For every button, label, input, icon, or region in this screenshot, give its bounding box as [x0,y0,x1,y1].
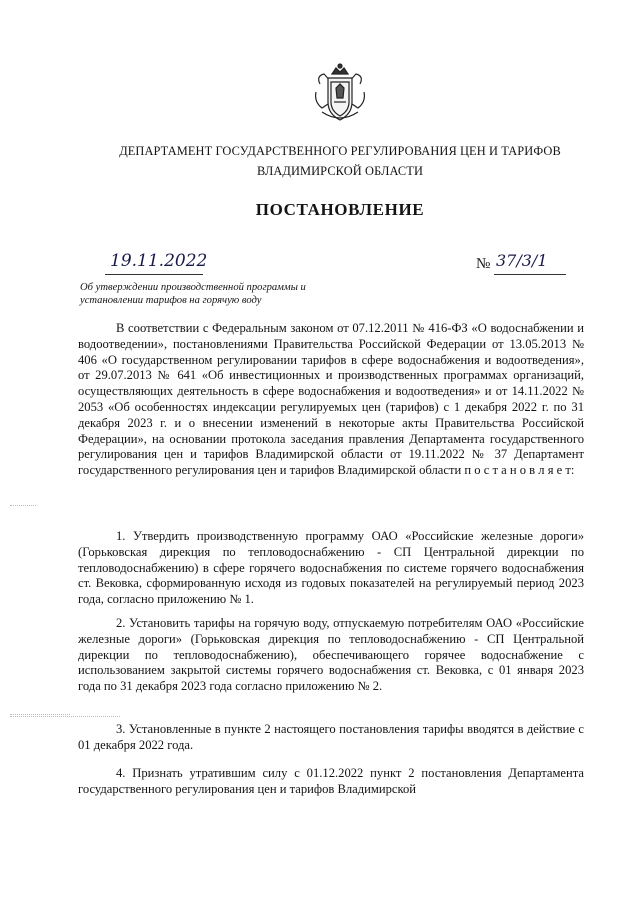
paragraph-item-2: 2. Установить тарифы на горячую воду, отпускаемую потребителям ОАО «Российские железные дороги» (Горьковская дирекция по тепловодоснабжению - СП Центральной дирекции по тепловодоснабжению), обеспечивающего горячее водоснабжение с использованием закрытой системы горячего водоснабжения ст. Вековка, с 01 января 2023 года по 31 декабря 2023 года согласно приложению № 2. [78,616,584,694]
document-date: 19.11.2022 [110,251,208,271]
number-sign: № [476,256,491,272]
paragraph-item-3: 3. Установленные в пункте 2 настоящего постановления тарифы вводятся в действие с 01 декабря 2022 года. [78,722,584,752]
document-number: 37/3/1 [496,251,548,270]
scan-artifact [10,714,70,715]
paragraph-item-4: 4. Признать утратившим силу с 01.12.2022 пункт 2 постановления Департамента государственного регулирования цен и тарифов Владимирской [78,766,584,796]
paragraph-item-1: 1. Утвердить производственную программу ОАО «Российские железные дороги» (Горьковская дирекция по тепловодоснабжению - СП Центральной дирекции по тепловодоснабжению) в сфере горячего водоснабжения по системе горячего водоснабжения ст. Вековка, сформированную исходя из годовых показателей на регулируемый период 2023 года, согласно приложению № 1. [78,529,584,607]
department-name-line2: ВЛАДИМИРСКОЙ ОБЛАСТИ [256,164,424,178]
document-subject: Об утверждении производственной программы и установлении тарифов на горячую воду [80,282,306,307]
scan-artifact [10,716,120,717]
scan-artifact [10,505,36,506]
department-name-line1: ДЕПАРТАМЕНТ ГОСУДАРСТВЕННОГО РЕГУЛИРОВАНИЯ ЦЕН И ТАРИФОВ [119,144,561,158]
preamble-paragraph: В соответствии с Федеральным законом от 07.12.2011 № 416-ФЗ «О водоснабжении и водоотведении», постановлениями Правительства Российской Федерации от 13.05.2013 № 406 «О государственном регулировании тарифов в сфере водоснабжения и водоотведения», от 29.07.2013 № 641 «Об инвестиционных и производственных программах организаций, осуществляющих деятельность в сфере водоснабжения и водоотведения» и от 14.11.2022 № 2053 «Об особенностях индексации регулируемых цен (тарифов) с 1 декабря 2022 г. по 31 декабря 2023 г. и о внесении изменений в некоторые акты Правительства Российской Федерации», на основании протокола заседания правления Департамента государственного регулирования цен и тарифов Владимирской области от 19.11.2022 № 37 Департамент государственного регулирования цен и тарифов Владимирской области п о с т а н о в л я е т: [78,321,584,478]
document-title: ПОСТАНОВЛЕНИЕ [255,200,425,219]
coat-of-arms-icon [312,62,368,124]
